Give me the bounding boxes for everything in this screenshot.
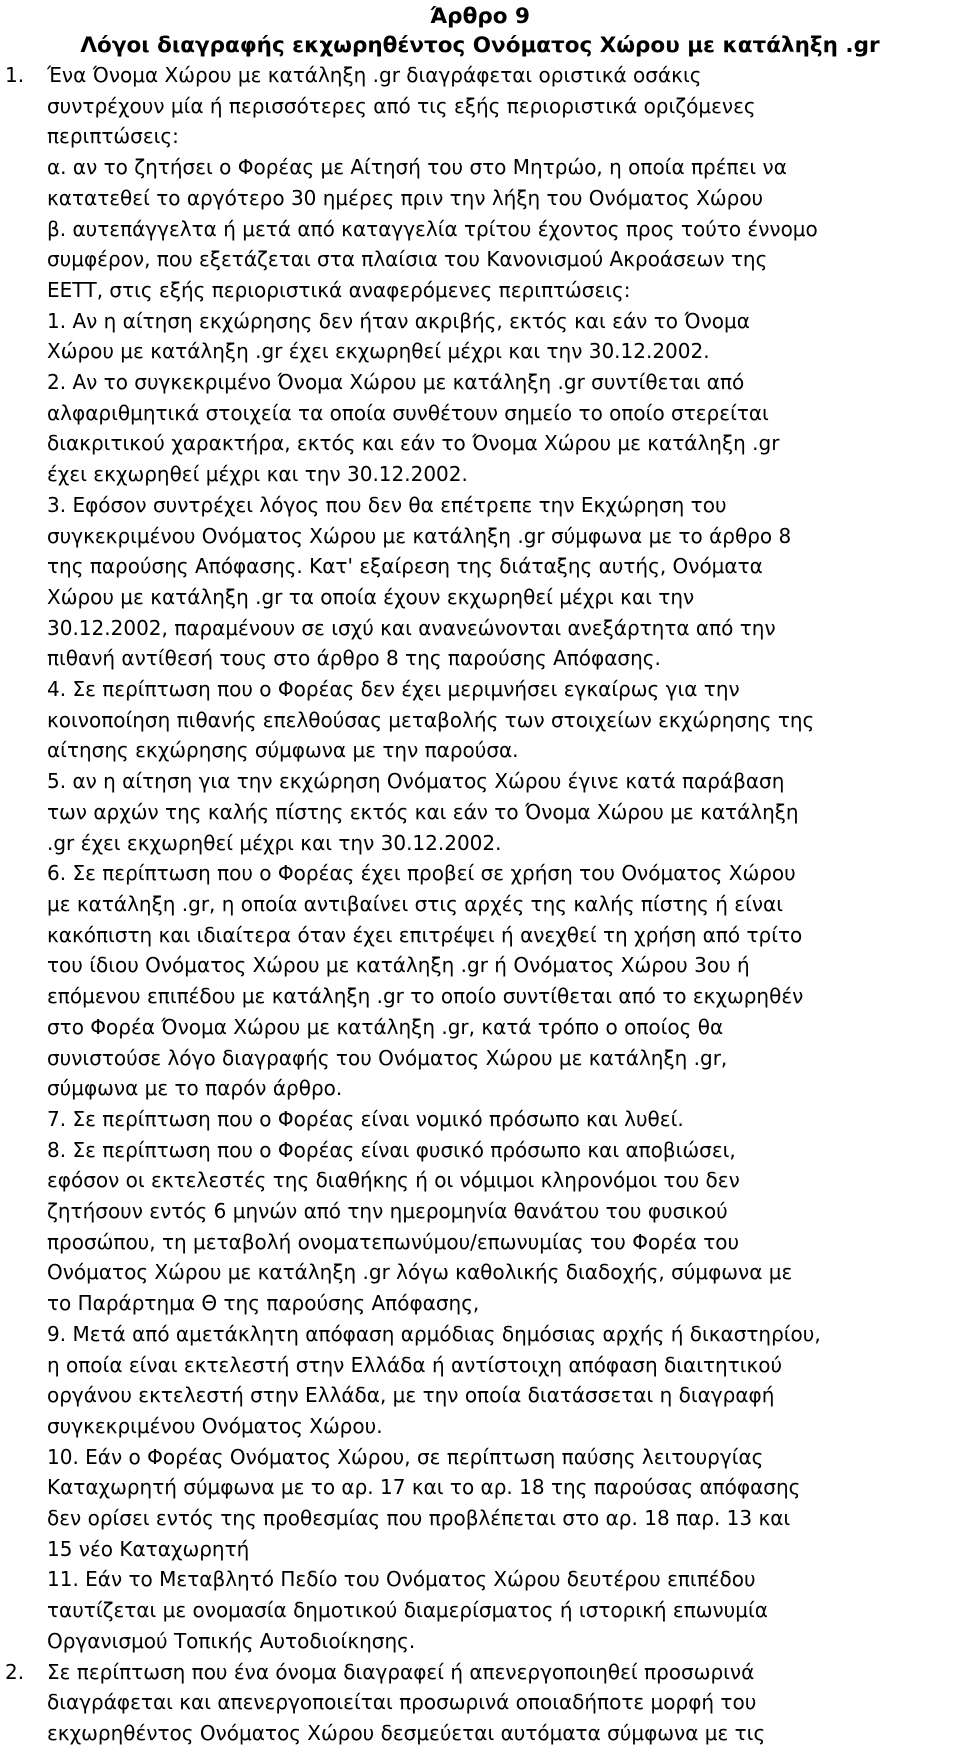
paragraph-line <box>0 1073 960 1104</box>
line-text: διακριτικού χαρακτήρα, εκτός και εάν το Όνομα Χώρου με κατάληξη .gr <box>47 431 780 456</box>
paragraph-number: 2. <box>5 1659 25 1684</box>
paragraph-line <box>0 1595 960 1626</box>
line-text: 2. Αν το συγκεκριμένο Όνομα Χώρου με κατάληξη .gr συντίθεται από <box>47 370 745 395</box>
paragraph-line <box>0 1227 960 1258</box>
line-text: 8. Σε περίπτωση που ο Φορέας είναι φυσικό πρόσωπο και αποβιώσει, <box>47 1137 736 1162</box>
paragraph-line <box>0 1472 960 1503</box>
paragraph-line <box>0 1196 960 1227</box>
paragraph-line <box>0 1657 960 1688</box>
line-text: της παρούσης Απόφασης. Κατ' εξαίρεση της διάταξης αυτής, Ονόματα <box>47 554 763 579</box>
paragraph-line <box>0 1534 960 1565</box>
paragraph-line <box>0 490 960 521</box>
line-text: πιθανή αντίθεσή τους στο άρθρο 8 της παρούσης Απόφασης. <box>47 646 661 671</box>
paragraph-line <box>0 1257 960 1288</box>
paragraph-line <box>0 214 960 245</box>
paragraph-line <box>0 306 960 337</box>
paragraph-line <box>0 521 960 552</box>
line-text: 10. Εάν ο Φορέας Ονόματος Χώρου, σε περίπτωση παύσης λειτουργίας <box>47 1444 764 1469</box>
paragraph-line <box>0 398 960 429</box>
paragraph-line <box>0 183 960 214</box>
paragraph-line <box>0 152 960 183</box>
paragraph-line <box>0 858 960 889</box>
line-text: συγκεκριμένου Ονόματος Χώρου με κατάληξη .gr σύμφωνα με το άρθρο 8 <box>47 523 792 548</box>
line-text: διαγράφεται και απενεργοποιείται προσωρινά οποιαδήποτε μορφή του <box>47 1690 757 1715</box>
line-text: οργάνου εκτελεστή στην Ελλάδα, με την οποία διατάσσεται η διαγραφή <box>47 1383 775 1408</box>
article-subtitle: Λόγοι διαγραφής εκχωρηθέντος Ονόματος Χώρου με κατάληξη .gr <box>80 33 880 58</box>
line-text: Ονόματος Χώρου με κατάληξη .gr λόγω καθολικής διαδοχής, σύμφωνα με <box>47 1260 793 1285</box>
paragraph-line <box>0 1165 960 1196</box>
line-text: συνιστούσε λόγο διαγραφής του Ονόματος Χώρου με κατάληξη .gr, <box>47 1045 728 1070</box>
line-text: Ένα Όνομα Χώρου με κατάληξη .gr διαγράφεται οριστικά οσάκις <box>47 63 702 87</box>
paragraph-line <box>0 1687 960 1718</box>
line-text: αίτησης εκχώρησης σύμφωνα με την παρούσα. <box>47 738 519 763</box>
paragraph-line <box>0 367 960 398</box>
paragraph-line <box>0 674 960 705</box>
line-text: Καταχωρητή σύμφωνα με το αρ. 17 και το αρ. 18 της παρούσας απόφασης <box>47 1475 801 1500</box>
paragraph-line <box>0 889 960 920</box>
article-body <box>0 60 960 1749</box>
line-text: το Παράρτημα Θ της παρούσης Απόφασης, <box>47 1291 480 1316</box>
line-text: α. αν το ζητήσει ο Φορέας με Αίτησή του στο Μητρώο, η οποία πρέπει να <box>47 155 787 180</box>
paragraph-line <box>0 1380 960 1411</box>
paragraph-line <box>0 60 960 91</box>
line-text: αλφαριθμητικά στοιχεία τα οποία συνθέτουν σημείο το οποίο στερείται <box>47 400 769 425</box>
paragraph-line <box>0 950 960 981</box>
line-text: ΕΕΤΤ, στις εξής περιοριστικά αναφερόμενες περιπτώσεις: <box>47 277 631 302</box>
line-text: συγκεκριμένου Ονόματος Χώρου. <box>47 1413 383 1438</box>
line-text: κατατεθεί το αργότερο 30 ημέρες πριν την λήξη του Ονόματος Χώρου <box>47 185 764 210</box>
paragraph-line <box>0 428 960 459</box>
line-text: 4. Σε περίπτωση που ο Φορέας δεν έχει μεριμνήσει εγκαίρως για την <box>47 677 740 702</box>
line-text: έχει εκχωρηθεί μέχρι και την 30.12.2002. <box>47 462 468 487</box>
paragraph-line <box>0 981 960 1012</box>
line-text: β. αυτεπάγγελτα ή μετά από καταγγελία τρίτου έχοντος προς τούτο έννομο <box>47 216 818 241</box>
line-text: προσώπου, τη μεταβολή ονοματεπωνύμου/επωνυμίας του Φορέα του <box>47 1229 740 1254</box>
line-text: περιπτώσεις: <box>47 124 179 149</box>
paragraph-line <box>0 797 960 828</box>
paragraph-line <box>0 551 960 582</box>
paragraph-line <box>0 91 960 122</box>
paragraph-line <box>0 275 960 306</box>
paragraph-line <box>0 244 960 275</box>
line-text: Οργανισμού Τοπικής Αυτοδιοίκησης. <box>47 1628 416 1653</box>
paragraph-line <box>0 1350 960 1381</box>
paragraph-line <box>0 613 960 644</box>
line-text: 1. Αν η αίτηση εκχώρησης δεν ήταν ακριβής, εκτός και εάν το Όνομα <box>47 308 750 333</box>
paragraph-line <box>0 766 960 797</box>
line-text: κακόπιστη και ιδιαίτερα όταν έχει επιτρέψει ή ανεχθεί τη χρήση από τρίτο <box>47 922 803 947</box>
line-text: 6. Σε περίπτωση που ο Φορέας έχει προβεί σε χρήση του Ονόματος Χώρου <box>47 861 796 886</box>
line-text: των αρχών της καλής πίστης εκτός και εάν το Όνομα Χώρου με κατάληξη <box>47 799 799 824</box>
paragraph-line <box>0 1043 960 1074</box>
paragraph-number: 1. <box>5 63 25 87</box>
paragraph-line <box>0 920 960 951</box>
paragraph-line <box>0 735 960 766</box>
paragraph-line <box>0 1104 960 1135</box>
paragraph-line <box>0 459 960 490</box>
paragraph-line <box>0 1564 960 1595</box>
line-text: Σε περίπτωση που ένα όνομα διαγραφεί ή απενεργοποιηθεί προσωρινά <box>47 1659 755 1684</box>
paragraph-line <box>0 1626 960 1657</box>
paragraph-line <box>0 1012 960 1043</box>
paragraph-line <box>0 1288 960 1319</box>
paragraph-line <box>0 1503 960 1534</box>
line-text: 30.12.2002, παραμένουν σε ισχύ και ανανεώνονται ανεξάρτητα από την <box>47 615 776 640</box>
paragraph-line <box>0 1442 960 1473</box>
paragraph-line <box>0 336 960 367</box>
line-text: .gr έχει εκχωρηθεί μέχρι και την 30.12.2002. <box>47 830 502 855</box>
paragraph-line <box>0 582 960 613</box>
line-text: επόμενου επιπέδου με κατάληξη .gr το οποίο συντίθεται από το εκχωρηθέν <box>47 984 804 1009</box>
line-text: 3. Εφόσον συντρέχει λόγος που δεν θα επέτρεπε την Εκχώρηση του <box>47 492 727 517</box>
line-text: με κατάληξη .gr, η οποία αντιβαίνει στις αρχές της καλής πίστης ή είναι <box>47 891 783 916</box>
paragraph-line <box>0 1319 960 1350</box>
line-text: 5. αν η αίτηση για την εκχώρηση Ονόματος Χώρου έγινε κατά παράβαση <box>47 769 785 794</box>
line-text: εφόσον οι εκτελεστές της διαθήκης ή οι νόμιμοι κληρονόμοι του δεν <box>47 1168 740 1193</box>
line-text: ταυτίζεται με ονομασία δημοτικού διαμερίσματος ή ιστορική επωνυμία <box>47 1598 768 1623</box>
article-title: Άρθρο 9 <box>430 4 530 29</box>
paragraph-line <box>0 121 960 152</box>
line-text: συντρέχουν μία ή περισσότερες από τις εξής περιοριστικά οριζόμενες <box>47 93 756 118</box>
line-text: 15 νέο Καταχωρητή <box>47 1536 250 1561</box>
line-text: η οποία είναι εκτελεστή στην Ελλάδα ή αντίστοιχη απόφαση διαιτητικού <box>47 1352 783 1377</box>
paragraph-line <box>0 643 960 674</box>
line-text: δεν ορίσει εντός της προθεσμίας που προβλέπεται στο αρ. 18 παρ. 13 και <box>47 1506 791 1531</box>
paragraph-line <box>0 1718 960 1749</box>
line-text: Χώρου με κατάληξη .gr τα οποία έχουν εκχωρηθεί μέχρι και την <box>47 584 695 609</box>
line-text: στο Φορέα Όνομα Χώρου με κατάληξη .gr, κατά τρόπο ο οποίος θα <box>47 1014 724 1039</box>
line-text: 9. Μετά από αμετάκλητη απόφαση αρμόδιας δημόσιας αρχής ή δικαστηρίου, <box>47 1321 821 1346</box>
line-text: 11. Εάν το Μεταβλητό Πεδίο του Ονόματος Χώρου δευτέρου επιπέδου <box>47 1567 756 1592</box>
paragraph-line <box>0 828 960 859</box>
line-text: ζητήσουν εντός 6 μηνών από την ημερομηνία θανάτου του φυσικού <box>47 1199 728 1224</box>
line-text: 7. Σε περίπτωση που ο Φορέας είναι νομικό πρόσωπο και λυθεί. <box>47 1106 684 1131</box>
line-text: συμφέρον, που εξετάζεται στα πλαίσια του Κανονισμού Ακροάσεων της <box>47 247 768 272</box>
paragraph-line <box>0 1411 960 1442</box>
line-text: εκχωρηθέντος Ονόματος Χώρου δεσμεύεται αυτόματα σύμφωνα με τις <box>47 1720 766 1745</box>
paragraph-line <box>0 1135 960 1166</box>
line-text: σύμφωνα με το παρόν άρθρο. <box>47 1076 343 1101</box>
line-text: του ίδιου Ονόματος Χώρου με κατάληξη .gr ή Ονόματος Χώρου 3ου ή <box>47 953 750 978</box>
line-text: κοινοποίηση πιθανής επελθούσας μεταβολής των στοιχείων εκχώρησης της <box>47 707 815 732</box>
line-text: Χώρου με κατάληξη .gr έχει εκχωρηθεί μέχρι και την 30.12.2002. <box>47 339 710 364</box>
paragraph-line <box>0 705 960 736</box>
